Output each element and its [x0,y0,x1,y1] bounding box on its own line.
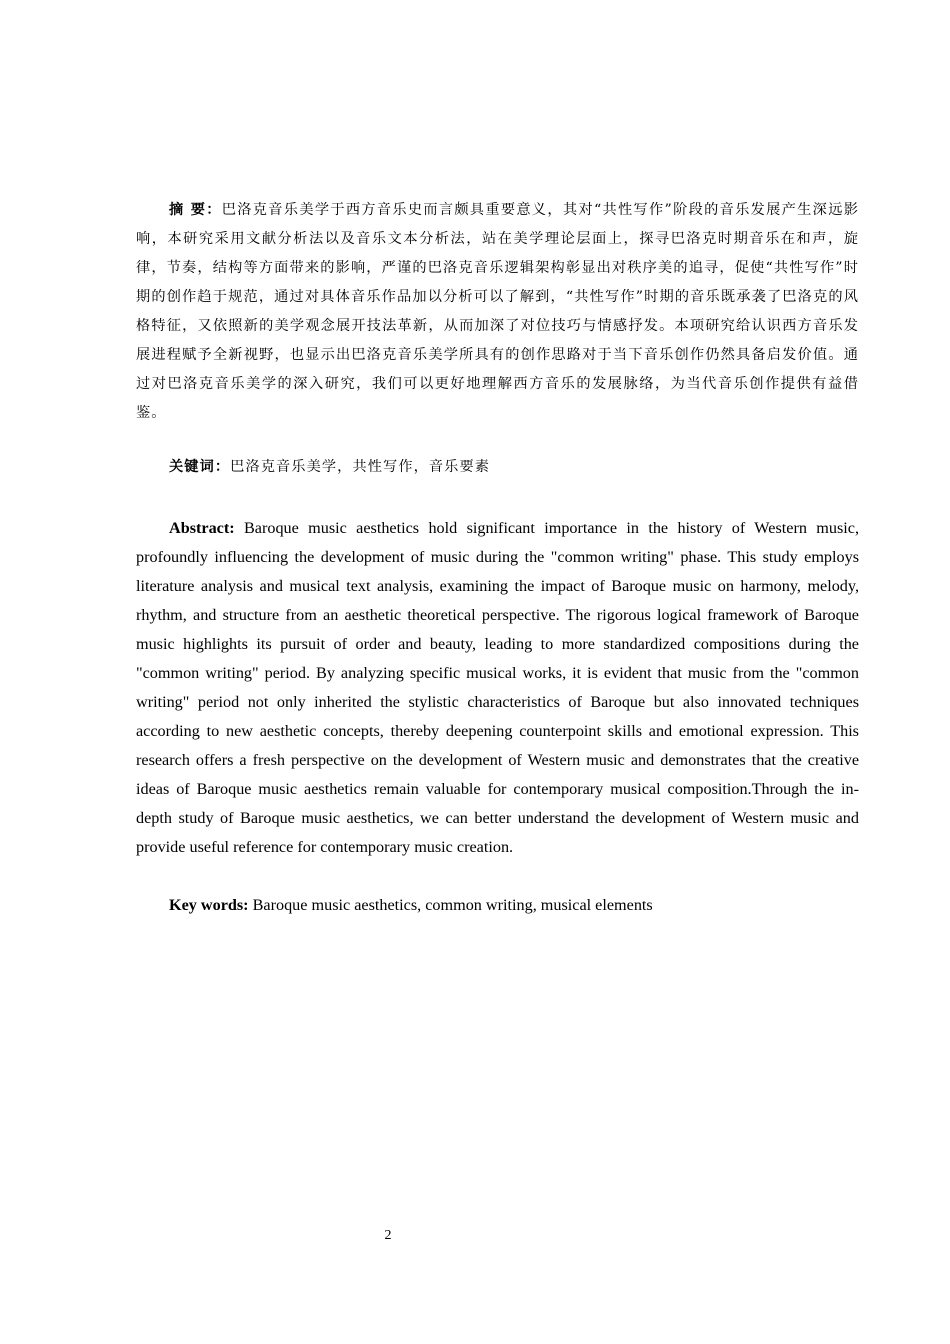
english-keywords-text: Baroque music aesthetics, common writing, musical elements [248,896,653,914]
chinese-keywords [136,453,859,482]
english-abstract-label: Abstract: [169,519,235,537]
chinese-abstract-label: 摘 要： [169,202,222,218]
chinese-abstract [136,196,859,428]
english-abstract-text: Baroque music aesthetics hold significant importance in the history of Western music, profoundly influencing the development of music during the "common writing" phase. This study employs literature analysis and musical text analysis, examining the impact of Baroque music on harmony, melody, rhythm, and structure from an aesthetic theoretical perspective. The rigorous logical framework of Baroque music highlights its pursuit of order and beauty, leading to more standardized compositions during the "common writing" period. By analyzing specific musical works, it is evident that music from the "common writing" period not only inherited the stylistic characteristics of Baroque but also innovated techniques according to new aesthetic concepts, thereby deepening counterpoint skills and emotional expression. This research offers a fresh perspective on the development of Western music and demonstrates that the creative ideas of Baroque music aesthetics remain valuable for contemporary musical composition.Through the in-depth study of Baroque music aesthetics, we can better understand the development of Western music and provide useful reference for contemporary music creation. [136,519,859,856]
english-keywords [136,891,859,920]
chinese-abstract-text: 巴洛克音乐美学于西方音乐史而言颇具重要意义，其对“共性写作”阶段的音乐发展产生深远影响，本研究采用文献分析法以及音乐文本分析法，站在美学理论层面上，探寻巴洛克时期音乐在和声，旋律，节奏，结构等方面带来的影响，严谨的巴洛克音乐逻辑架构彰显出对秩序美的追寻，促使“共性写作”时期的创作趋于规范，通过对具体音乐作品加以分析可以了解到，“共性写作”时期的音乐既承袭了巴洛克的风格特征，又依照新的美学观念展开技法革新，从而加深了对位技巧与情感抒发。本项研究给认识西方音乐发展进程赋予全新视野，也显示出巴洛克音乐美学所具有的创作思路对于当下音乐创作仍然具备启发价值。通过对巴洛克音乐美学的深入研究，我们可以更好地理解西方音乐的发展脉络，为当代音乐创作提供有益借鉴。 [136,202,859,421]
chinese-keywords-label: 关键词： [169,459,231,475]
page-number: 2 [384,1228,392,1243]
chinese-keywords-text: 巴洛克音乐美学，共性写作，音乐要素 [230,459,491,475]
english-keywords-label: Key words: [169,896,249,914]
english-abstract [136,514,859,862]
